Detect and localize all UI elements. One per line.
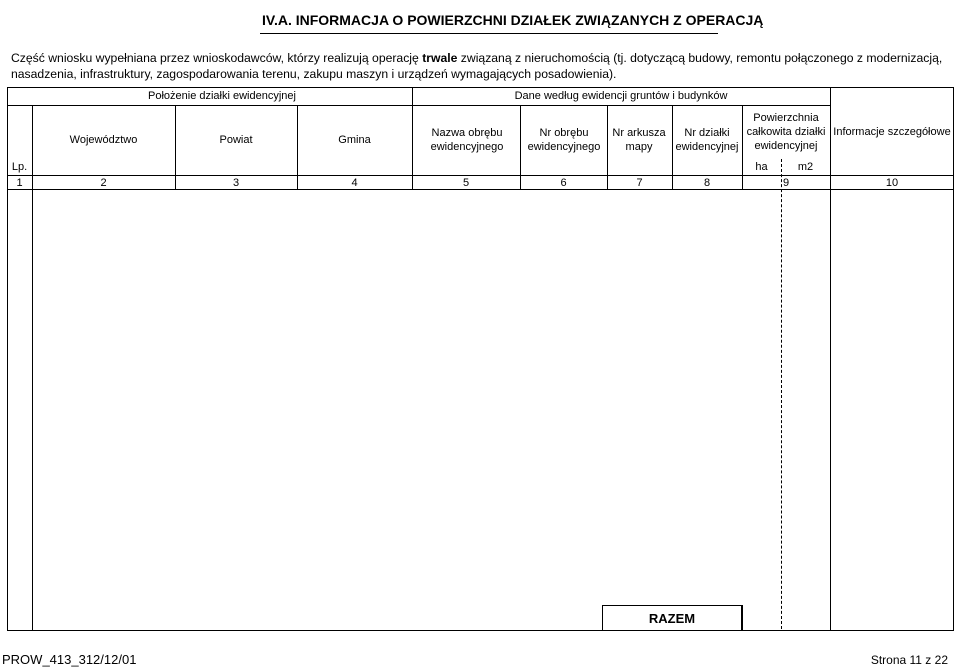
col-header-wojewodztwo: Województwo	[69, 134, 138, 146]
col-header-unit-m2: m2	[797, 161, 814, 173]
group-header-location: Położenie działki ewidencyjnej	[148, 90, 296, 102]
col-number-10: 10	[885, 177, 899, 189]
col-header-unit-ha: ha	[755, 161, 768, 173]
col-number-4: 4	[351, 177, 358, 189]
col-number-7: 7	[636, 177, 643, 189]
intro-text	[11, 50, 956, 82]
total-right-line	[742, 605, 743, 631]
total-label: RAZEM	[648, 610, 696, 626]
col-header-powiat: Powiat	[219, 134, 253, 146]
intro-text-bold: trwale	[422, 51, 458, 65]
col-header-nr-arkusza: Nr arkusza mapy	[612, 127, 666, 153]
form-code: PROW_413_312/12/01	[2, 652, 137, 667]
body-divider-9	[830, 189, 831, 631]
col-header-informacje: Informacje szczegółowe	[833, 126, 951, 138]
col-number-2: 2	[100, 177, 107, 189]
table-entry-area[interactable]	[33, 190, 829, 604]
section-title: IV.A. INFORMACJA O POWIERZCHNI DZIAŁEK ZWIĄZANYCH Z OPERACJĄ	[262, 12, 764, 28]
intro-text-part1: Część wniosku wypełniana przez wnioskodawców, którzy realizują operację	[11, 51, 423, 65]
col-number-1: 1	[16, 177, 23, 189]
plots-table	[7, 87, 954, 631]
col-header-nr-dzialki: Nr działki ewidencyjnej	[675, 127, 739, 153]
col-number-5: 5	[462, 177, 470, 189]
col-number-6: 6	[560, 177, 567, 189]
col-number-3: 3	[232, 177, 240, 189]
col-header-gmina: Gmina	[338, 134, 371, 146]
col-number-8: 8	[703, 177, 711, 189]
title-underline	[260, 33, 718, 34]
col-number-9: 9	[782, 177, 790, 189]
group-header-registry: Dane według ewidencji gruntów i budynków	[514, 90, 728, 102]
col-header-lp: Lp.	[11, 161, 28, 173]
col-header-nazwa-obrebu: Nazwa obrębu ewidencyjnego	[430, 127, 504, 153]
col-header-nr-obrebu: Nr obrębu ewidencyjnego	[527, 127, 601, 153]
page-number: Strona 11 z 22	[870, 653, 948, 667]
intro-text-part2: związaną z nieruchomością (tj. dotyczącą budowy, remontu połączonego z modernizacją, nasadzenia, infrastruktury, zagospodarowania terenu, zakupu maszyn i urządzeń wymagających posadowienia).	[11, 51, 943, 81]
col-header-powierzchnia: Powierzchnia całkowita działki ewidencyjnej	[746, 112, 826, 152]
